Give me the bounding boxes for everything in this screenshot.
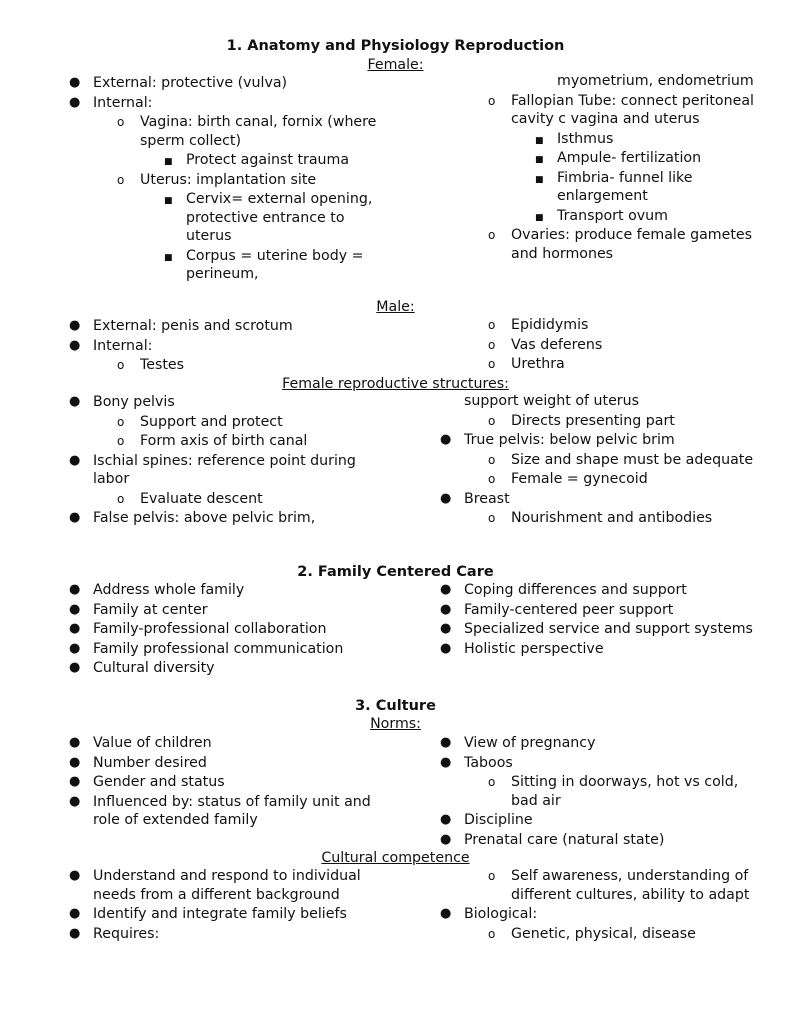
bullet-square-icon: ■ (164, 252, 173, 263)
list-item (437, 207, 757, 226)
list-item (437, 811, 757, 830)
bullet-square-icon: ■ (535, 212, 544, 223)
bullet-circle-icon: o (117, 172, 125, 187)
list-item (66, 393, 386, 412)
bullet-dot-icon: ● (69, 601, 81, 617)
bullet-circle-icon: o (488, 337, 496, 352)
list-item-text: Isthmus (557, 130, 614, 147)
list-item (66, 581, 386, 600)
list-item-text: View of pregnancy (464, 735, 596, 751)
list-item (66, 867, 386, 904)
cc-right-list (437, 867, 757, 944)
list-item (66, 659, 386, 678)
bullet-dot-icon: ● (69, 906, 81, 921)
list-item (437, 601, 757, 620)
list-item (437, 509, 757, 528)
list-item-text: Corpus = uterine body = perineum, (186, 247, 364, 282)
bullet-circle-icon: o (488, 452, 496, 467)
frs-right-list (437, 392, 757, 529)
list-item-text: Female = gynecoid (511, 471, 648, 487)
subheading-female-structures: Female reproductive structures: (282, 376, 509, 392)
bullet-dot-icon: ● (69, 774, 81, 789)
list-item-text: Influenced by: status of family unit and role of extended family (93, 793, 371, 828)
bullet-dot-icon: ● (440, 432, 452, 447)
list-item (66, 151, 386, 170)
list-item-text: Support and protect (140, 413, 283, 430)
subheading-female: Female: (367, 57, 424, 73)
list-item-text: Fimbria- funnel like enlargement (557, 169, 693, 204)
list-item-text: Fallopian Tube: connect peritoneal cavity c vagina and uterus (511, 92, 754, 127)
list-item (437, 169, 757, 206)
family-care-right-list (437, 581, 757, 659)
list-item (66, 925, 386, 944)
list-item-text: Family-centered peer support (464, 601, 674, 618)
list-item (66, 74, 386, 93)
list-item (437, 451, 757, 470)
bullet-dot-icon: ● (440, 831, 452, 847)
list-item-text: Value of children (93, 735, 212, 751)
list-item (66, 773, 386, 792)
list-item (66, 509, 386, 528)
list-item (437, 867, 757, 904)
list-item (66, 620, 386, 639)
bullet-dot-icon: ● (69, 735, 81, 750)
bullet-dot-icon: ● (440, 621, 452, 636)
list-item (66, 356, 386, 375)
list-item (66, 317, 386, 336)
list-item-text: Uterus: implantation site (140, 171, 317, 188)
norms-left-list (66, 734, 386, 831)
list-item (437, 620, 757, 639)
list-item (66, 601, 386, 620)
bullet-square-icon: ■ (164, 157, 173, 167)
bullet-circle-icon: o (488, 413, 496, 428)
list-item (66, 432, 386, 451)
list-item-text: Protect against trauma (186, 152, 350, 168)
list-item (437, 734, 757, 753)
list-item-text: True pelvis: below pelvic brim (464, 432, 675, 448)
bullet-dot-icon: ● (69, 621, 81, 636)
list-item (437, 470, 757, 489)
list-item-text: Ampule- fertilization (557, 150, 702, 166)
bullet-circle-icon: o (488, 869, 496, 883)
section-title-family-care: 2. Family Centered Care (297, 564, 494, 580)
list-item-text: Nourishment and antibodies (511, 510, 713, 526)
list-item (437, 581, 757, 600)
bullet-circle-icon: o (117, 434, 125, 448)
list-item (66, 413, 386, 432)
bullet-dot-icon: ● (69, 75, 81, 90)
list-item-text: Cervix= external opening, protective entrance to uterus (186, 191, 373, 244)
list-item (437, 130, 757, 149)
list-item (66, 793, 386, 830)
list-item (66, 452, 386, 489)
bullet-dot-icon: ● (69, 510, 81, 525)
list-item (437, 336, 757, 355)
subheading-norms: Norms: (370, 716, 421, 732)
male-right-list (437, 316, 757, 375)
list-item-text: Form axis of birth canal (140, 433, 308, 449)
list-item-text: Bony pelvis (93, 394, 175, 410)
bullet-dot-icon: ● (440, 490, 452, 506)
list-item (437, 149, 757, 168)
bullet-dot-icon: ● (440, 735, 452, 750)
list-item (66, 113, 386, 150)
list-item (66, 94, 386, 113)
bullet-circle-icon: o (488, 926, 496, 941)
list-item-text: Epididymis (511, 317, 589, 333)
list-item-text: Family professional communication (93, 640, 344, 657)
bullet-dot-icon: ● (440, 812, 452, 827)
bullet-dot-icon: ● (69, 925, 81, 941)
list-item (437, 316, 757, 335)
list-item-text: External: protective (vulva) (93, 75, 288, 91)
list-item (66, 640, 386, 659)
list-item-text: Ovaries: produce female gametes and hormones (511, 227, 753, 262)
male-left-list (66, 317, 386, 376)
list-item-text: Ischial spines: reference point during labor (93, 452, 356, 487)
list-item (66, 734, 386, 753)
bullet-circle-icon: o (488, 228, 496, 242)
bullet-dot-icon: ● (440, 582, 452, 597)
list-item (437, 392, 757, 411)
list-item-text: Vas deferens (511, 336, 603, 353)
bullet-dot-icon: ● (69, 640, 81, 656)
subheading-cultural-competence: Cultural competence (321, 850, 470, 866)
list-item (437, 355, 757, 374)
list-item-text: Address whole family (93, 582, 245, 598)
list-item-text: Specialized service and support systems (464, 621, 753, 637)
list-item-text: Vagina: birth canal, fornix (where sperm collect) (140, 114, 377, 149)
bullet-dot-icon: ● (69, 582, 81, 597)
list-item-text: Family at center (93, 601, 208, 618)
bullet-circle-icon: o (488, 357, 496, 371)
list-item-text: Transport ovum (557, 207, 668, 224)
list-item (437, 226, 757, 263)
list-item-text: Sitting in doorways, hot vs cold, bad air (511, 774, 739, 809)
bullet-circle-icon: o (488, 93, 496, 108)
list-item (437, 754, 757, 773)
list-item-text: Coping differences and support (464, 582, 687, 598)
female-left-list (66, 74, 386, 285)
section-title-anatomy: 1. Anatomy and Physiology Reproduction (226, 38, 565, 54)
bullet-circle-icon: o (488, 472, 496, 486)
female-right-list (437, 72, 757, 264)
bullet-circle-icon: o (488, 318, 496, 332)
list-item (437, 412, 757, 431)
bullet-dot-icon: ● (69, 754, 81, 770)
list-item-text: Self awareness, understanding of different cultures, ability to adapt (511, 868, 750, 903)
bullet-square-icon: ■ (164, 196, 173, 206)
list-item-text: Testes (140, 357, 185, 373)
list-item (66, 247, 386, 284)
bullet-dot-icon: ● (440, 601, 452, 617)
bullet-square-icon: ■ (535, 155, 544, 165)
list-item-text: Directs presenting part (511, 412, 675, 429)
norms-right-list (437, 734, 757, 850)
bullet-circle-icon: o (488, 511, 496, 525)
list-item (66, 337, 386, 356)
bullet-dot-icon: ● (69, 452, 81, 468)
bullet-square-icon: ■ (535, 135, 544, 146)
list-item-text: Cultural diversity (93, 660, 215, 676)
list-item-text: Urethra (511, 356, 565, 372)
list-item (437, 905, 757, 924)
list-item-text: Identify and integrate family beliefs (93, 906, 347, 922)
list-item (66, 905, 386, 924)
bullet-dot-icon: ● (69, 337, 81, 353)
list-item-text: Requires: (93, 925, 160, 942)
list-item (66, 490, 386, 509)
list-item-text: Prenatal care (natural state) (464, 831, 665, 848)
list-item (437, 773, 757, 810)
list-item-text: Discipline (464, 812, 533, 828)
list-item (437, 640, 757, 659)
cc-left-list (66, 867, 386, 944)
list-item (437, 925, 757, 944)
list-item-text: Internal: (93, 337, 153, 354)
list-item (437, 431, 757, 450)
bullet-circle-icon: o (117, 491, 125, 506)
section-title-culture: 3. Culture (355, 698, 436, 714)
bullet-dot-icon: ● (69, 394, 81, 409)
bullet-circle-icon: o (488, 775, 496, 789)
list-item-text: Gender and status (93, 774, 225, 790)
bullet-dot-icon: ● (440, 754, 452, 770)
list-item (437, 831, 757, 850)
list-item-text: Understand and respond to individual needs from a different background (93, 868, 361, 903)
list-item (437, 92, 757, 129)
list-item (66, 171, 386, 190)
bullet-circle-icon: o (117, 358, 125, 372)
list-item-text: support weight of uterus (464, 393, 640, 409)
bullet-dot-icon: ● (69, 94, 81, 110)
list-item (437, 72, 757, 91)
list-item-text: Biological: (464, 906, 538, 922)
list-item (66, 190, 386, 246)
bullet-dot-icon: ● (440, 640, 452, 656)
list-item-text: Family-professional collaboration (93, 621, 327, 637)
family-care-left-list (66, 581, 386, 679)
bullet-dot-icon: ● (440, 906, 452, 921)
bullet-dot-icon: ● (69, 868, 81, 883)
list-item-text: External: penis and scrotum (93, 318, 293, 334)
list-item-text: Number desired (93, 754, 207, 771)
subheading-male: Male: (376, 299, 415, 315)
list-item-text: Genetic, physical, disease (511, 925, 696, 942)
list-item-text: myometrium, endometrium (557, 73, 754, 89)
list-item-text: False pelvis: above pelvic brim, (93, 510, 316, 526)
list-item-text: Holistic perspective (464, 640, 604, 657)
list-item-text: Taboos (464, 754, 513, 771)
list-item (437, 490, 757, 509)
bullet-dot-icon: ● (69, 793, 81, 809)
list-item-text: Size and shape must be adequate (511, 451, 754, 468)
bullet-square-icon: ■ (535, 174, 544, 185)
bullet-dot-icon: ● (69, 660, 81, 675)
list-item-text: Breast (464, 490, 510, 507)
bullet-circle-icon: o (117, 414, 125, 429)
bullet-circle-icon: o (117, 115, 125, 129)
list-item-text: Evaluate descent (140, 490, 263, 507)
list-item-text: Internal: (93, 94, 153, 111)
frs-left-list (66, 393, 386, 529)
list-item (66, 754, 386, 773)
bullet-dot-icon: ● (69, 318, 81, 333)
